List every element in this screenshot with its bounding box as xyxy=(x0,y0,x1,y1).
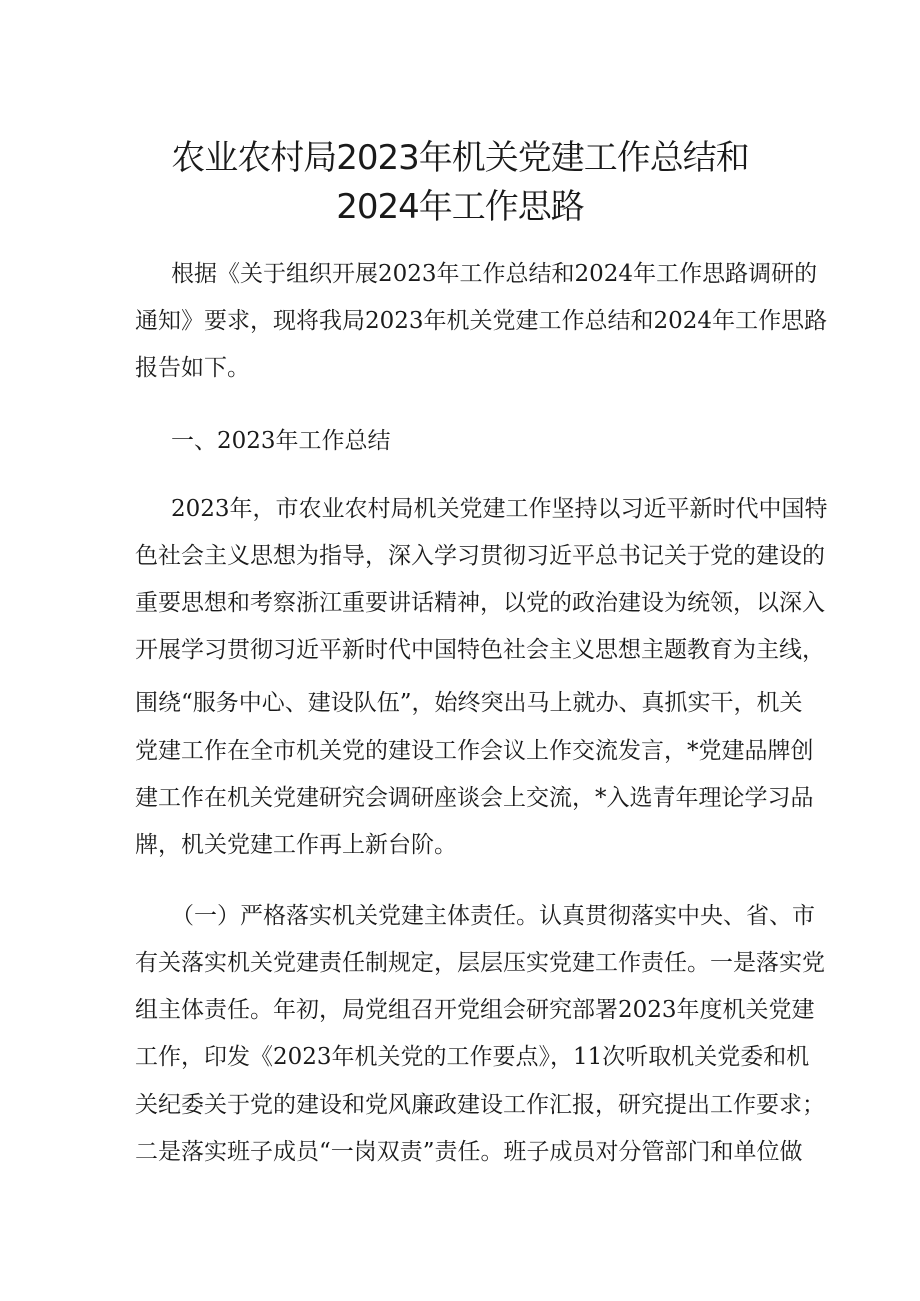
paragraph-line: 工作，印发《2023年机关党的工作要点》，11次听取机关党委和机 xyxy=(135,1044,810,1070)
intro-line: 通知》要求，现将我局2023年机关党建工作总结和2024年工作思路 xyxy=(135,308,828,334)
paragraph-line: 2023年，市农业农村局机关党建工作坚持以习近平新时代中国特 xyxy=(171,496,828,522)
paragraph-line: 建工作在机关党建研究会调研座谈会上交流，*入选青年理论学习品 xyxy=(135,785,814,811)
document-title-line-2: 2024年工作思路 xyxy=(336,187,584,227)
paragraph-line: 重要思想和考察浙江重要讲话精神，以党的政治建设为统领，以深入 xyxy=(135,590,825,616)
document-title-line-1: 农业农村局2023年机关党建工作总结和 xyxy=(171,138,749,178)
paragraph-line: 色社会主义思想为指导，深入学习贯彻习近平总书记关于党的建设的 xyxy=(135,543,825,569)
intro-line: 报告如下。 xyxy=(135,355,250,381)
section-heading: 一、2023年工作总结 xyxy=(171,428,391,454)
paragraph-line: 关纪委关于党的建设和党风廉政建设工作汇报，研究提出工作要求； xyxy=(135,1092,825,1118)
paragraph-line: 有关落实机关党建责任制规定，层层压实党建工作责任。一是落实党 xyxy=(135,950,825,976)
paragraph-line: 二是落实班子成员“一岗双责”责任。班子成员对分管部门和单位做 xyxy=(135,1139,803,1165)
paragraph-line: 牌，机关党建工作再上新台阶。 xyxy=(135,832,457,858)
paragraph-line: （一）严格落实机关党建主体责任。认真贯彻落实中央、省、市 xyxy=(171,903,815,929)
paragraph-line: 党建工作在全市机关党的建设工作会议上作交流发言，*党建品牌创 xyxy=(135,738,814,764)
paragraph-line: 开展学习贯彻习近平新时代中国特色社会主义思想主题教育为主线， xyxy=(135,637,825,663)
intro-line: 根据《关于组织开展2023年工作总结和2024年工作思路调研的 xyxy=(171,261,818,287)
paragraph-line: 组主体责任。年初，局党组召开党组会研究部署2023年度机关党建 xyxy=(135,997,815,1023)
paragraph-line: 围绕“服务中心、建设队伍”，始终突出马上就办、真抓实干，机关 xyxy=(135,690,803,716)
